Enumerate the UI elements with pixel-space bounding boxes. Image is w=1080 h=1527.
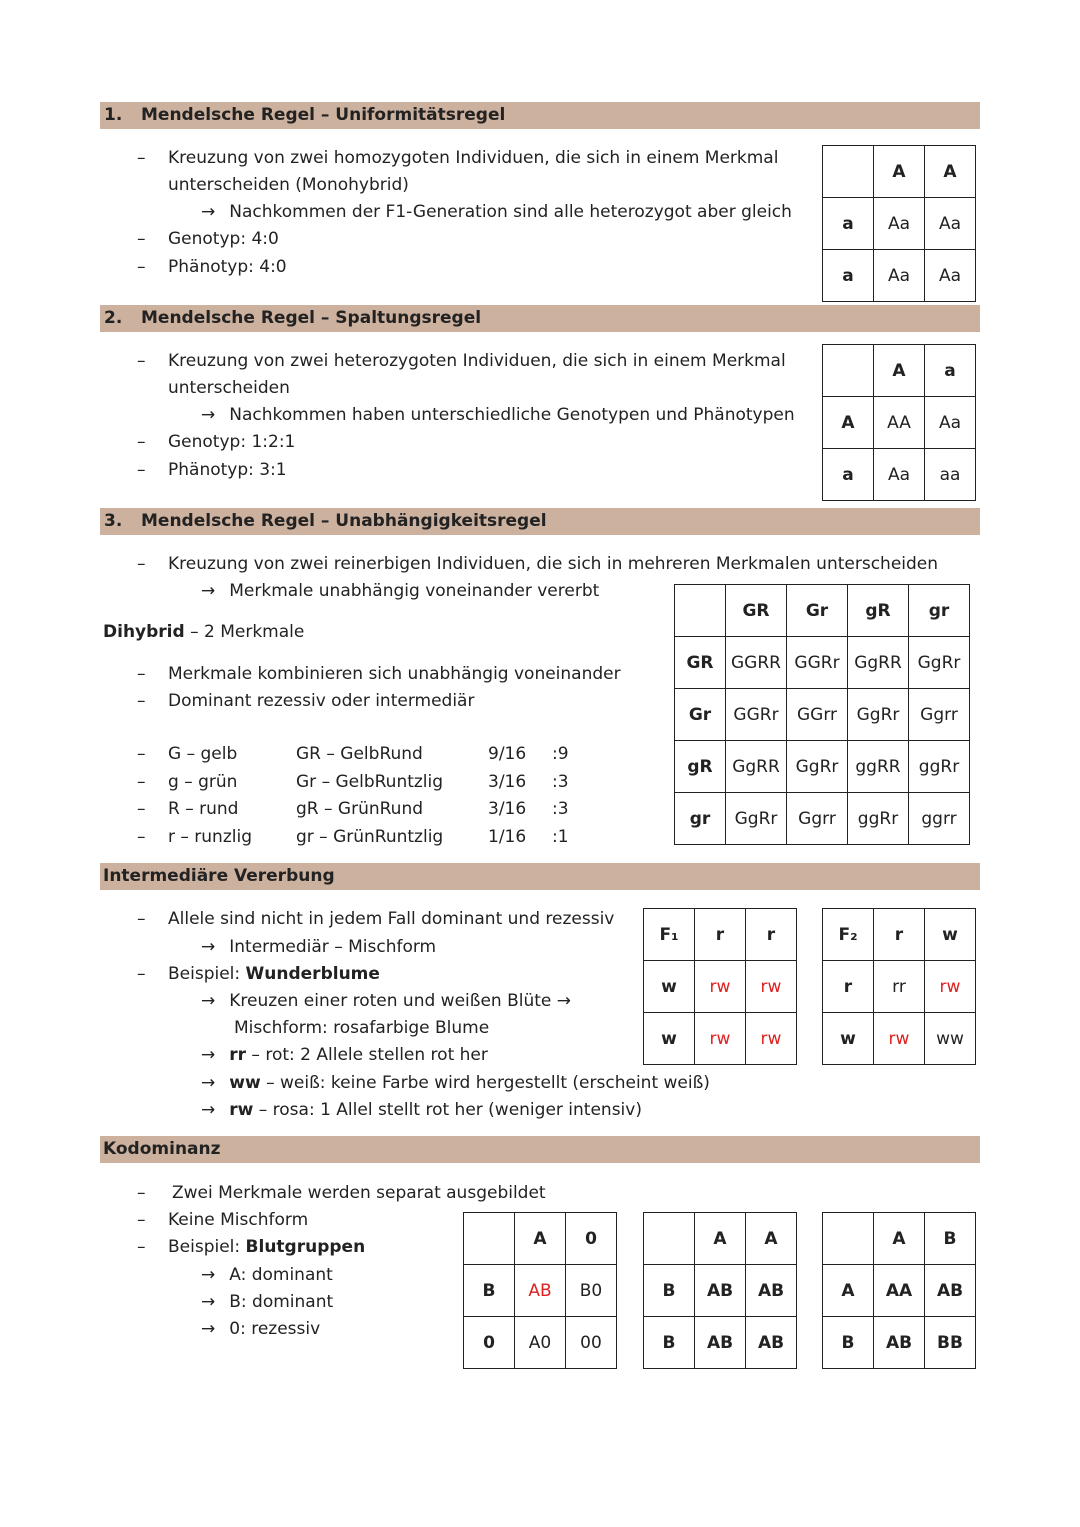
arrow-item [201,404,795,426]
bullet-item: – [137,964,146,984]
arrow-item [201,201,792,223]
table-cell: rw [695,961,746,1013]
bullet-text: unterscheiden [168,378,290,398]
genotyp-text: Genotyp: 1:2:1 [168,432,296,452]
bullet-text: Dominant rezessiv oder intermediär [168,691,475,711]
table-cell: Ggrr [909,689,970,741]
table-cell: gR [848,585,909,637]
table-cell: GGrr [787,689,848,741]
punnett-square-f2 [822,908,976,1065]
arrow-text: 0: rezessiv [229,1319,321,1339]
section-title: Mendelsche Regel – Spaltungsregel [141,308,482,328]
legend-combo: gR – GrünRund [296,799,424,819]
table-cell: A [746,1213,797,1265]
legend-combo: Gr – GelbRuntzlig [296,772,444,792]
punnett-square-blood-2 [643,1212,797,1369]
section-title: Kodominanz [103,1139,221,1159]
table-cell: Ggrr [787,793,848,845]
table-cell: GgRr [848,689,909,741]
table-cell [464,1213,515,1265]
table-cell: r [746,909,797,961]
arrow-bold: ww [229,1073,261,1093]
table-cell: gr [909,585,970,637]
table-cell: A [823,1265,874,1317]
table-cell: a [823,250,874,302]
table-cell: gR [675,741,726,793]
table-cell: GgRr [726,793,787,845]
arrow-icon: → [201,1319,216,1339]
bullet-item: – [137,432,146,452]
table-cell: rw [695,1013,746,1065]
arrow-item [201,1099,642,1121]
bullet-item: – [137,827,146,847]
table-cell: aa [925,449,976,501]
table-cell: B [644,1265,695,1317]
table-cell: GGRR [726,637,787,689]
table-cell: 00 [566,1317,617,1369]
table-cell: GgRR [726,741,787,793]
table-cell: rw [746,1013,797,1065]
table-cell [675,585,726,637]
arrow-bold: rw [229,1100,254,1120]
bullet-text: unterscheiden (Monohybrid) [168,175,409,195]
arrow-item [201,1264,333,1286]
bullet-item: – [137,799,146,819]
bullet-item: – [137,257,146,277]
table-cell: r [695,909,746,961]
arrow-icon: → [201,1073,216,1093]
table-cell: A [874,146,925,198]
bullet-item: – [137,1210,146,1230]
bullet-text: Keine Mischform [168,1210,309,1230]
section-title: Intermediäre Vererbung [103,866,335,886]
bullet-item: – [137,691,146,711]
bullet-text: Kreuzung von zwei reinerbigen Individuen, die sich in mehreren Merkmalen unterscheiden [168,554,939,574]
genotyp-text: Genotyp: 4:0 [168,229,279,249]
arrow-text: B: dominant [229,1292,334,1312]
legend-fraction: 3/16 [488,772,527,792]
table-cell: ggrr [909,793,970,845]
arrow-item [201,936,436,958]
arrow-text: Merkmale unabhängig voneinander vererbt [229,581,600,601]
table-cell: AB [515,1265,566,1317]
arrow-item [201,1044,488,1066]
legend-allele: G – gelb [168,744,238,764]
table-cell [823,345,874,397]
bullet-item: – [137,772,146,792]
table-cell: GgRr [787,741,848,793]
beispiel-label: Beispiel: [168,964,246,984]
table-cell: r [823,961,874,1013]
table-cell: Aa [925,250,976,302]
table-cell: B0 [566,1265,617,1317]
dihybrid-rest: – 2 Merkmale [184,622,305,642]
arrow-bold: rr [229,1045,247,1065]
arrow-text: A: dominant [229,1265,333,1285]
table-cell: AB [874,1317,925,1369]
beispiel-bold: Blutgruppen [245,1237,366,1257]
legend-ratio: :1 [552,827,569,847]
bullet-item: – [137,460,146,480]
table-cell: GR [675,637,726,689]
arrow-item [201,1291,333,1313]
section-number: 3. [104,511,123,531]
table-cell: F₁ [644,909,695,961]
table-cell: r [874,909,925,961]
legend-fraction: 1/16 [488,827,527,847]
bullet-text: Kreuzung von zwei heterozygoten Individuen, die sich in einem Merkmal [168,351,786,371]
section-number: 2. [104,308,123,328]
table-cell: B [644,1317,695,1369]
table-cell: gr [675,793,726,845]
beispiel-label: Beispiel: [168,1237,246,1257]
table-cell: B [925,1213,976,1265]
section-header-1 [100,102,980,129]
table-cell: Aa [874,449,925,501]
arrow-icon: → [201,405,216,425]
table-cell [823,1213,874,1265]
bullet-item: – [137,1237,146,1257]
table-cell: A [874,1213,925,1265]
punnett-square-dihybrid [674,584,970,845]
arrow-text: Intermediär – Mischform [229,937,437,957]
table-cell: A0 [515,1317,566,1369]
arrow-item [201,580,599,602]
legend-combo: gr – GrünRuntzlig [296,827,444,847]
table-cell: AA [874,397,925,449]
section-title: Mendelsche Regel – Unabhängigkeitsregel [141,511,547,531]
table-cell: ww [925,1013,976,1065]
arrow-icon: → [201,1265,216,1285]
table-cell: AB [746,1317,797,1369]
beispiel-bold: Wunderblume [245,964,380,984]
beispiel-text [168,963,380,985]
legend-combo: GR – GelbRund [296,744,423,764]
arrow-item [201,1318,320,1340]
legend-allele: r – runzlig [168,827,252,847]
table-cell: a [823,449,874,501]
arrow-text-cont: Mischform: rosafarbige Blume [234,1018,490,1038]
arrow-icon: → [201,1045,216,1065]
section-header-intermediaer [100,863,980,890]
table-cell: A [823,397,874,449]
bullet-item: – [137,351,146,371]
table-cell: AB [746,1265,797,1317]
legend-allele: g – grün [168,772,238,792]
table-cell: BB [925,1317,976,1369]
table-cell: rr [874,961,925,1013]
table-cell: GGRr [787,637,848,689]
arrow-icon: → [201,991,216,1011]
legend-fraction: 9/16 [488,744,527,764]
punnett-square-segregation [822,344,976,501]
table-cell: A [515,1213,566,1265]
arrow-text: – rosa: 1 Allel stellt rot her (weniger intensiv) [253,1100,642,1120]
arrow-text: Nachkommen der F1-Generation sind alle heterozygot aber gleich [229,202,792,222]
table-cell [644,1213,695,1265]
table-cell: GgRr [909,637,970,689]
section-title: Mendelsche Regel – Uniformitätsregel [141,105,506,125]
arrow-item [201,1072,710,1094]
arrow-icon: → [201,1100,216,1120]
table-cell: rw [874,1013,925,1065]
table-cell: 0 [566,1213,617,1265]
table-cell: A [874,345,925,397]
arrow-icon: → [201,202,216,222]
table-cell: rw [746,961,797,1013]
bullet-text: Merkmale kombinieren sich unabhängig voneinander [168,664,621,684]
table-cell: Gr [675,689,726,741]
dihybrid-label [103,621,304,643]
table-cell: A [925,146,976,198]
table-cell: a [925,345,976,397]
punnett-square-f1 [643,908,797,1065]
phaenotyp-text: Phänotyp: 4:0 [168,257,287,277]
arrow-icon: → [201,937,216,957]
bullet-text: Allele sind nicht in jedem Fall dominant und rezessiv [168,909,615,929]
table-cell: AA [874,1265,925,1317]
punnett-square-uniformity [822,145,976,302]
beispiel-text [168,1236,365,1258]
bullet-item: – [137,744,146,764]
table-cell: w [925,909,976,961]
phaenotyp-text: Phänotyp: 3:1 [168,460,287,480]
table-cell: GR [726,585,787,637]
section-header-2 [100,305,980,332]
table-cell: GgRR [848,637,909,689]
table-cell: 0 [464,1317,515,1369]
table-cell: Aa [874,198,925,250]
table-cell: A [695,1213,746,1265]
arrow-item [201,990,571,1012]
table-cell [823,146,874,198]
legend-allele: R – rund [168,799,239,819]
table-cell: B [823,1317,874,1369]
punnett-square-blood-3 [822,1212,976,1369]
table-cell: B [464,1265,515,1317]
arrow-text: – weiß: keine Farbe wird hergestellt (erscheint weiß) [260,1073,710,1093]
table-cell: Aa [874,250,925,302]
bullet-text: Kreuzung von zwei homozygoten Individuen, die sich in einem Merkmal [168,148,779,168]
table-cell: w [644,961,695,1013]
table-cell: ggRr [848,793,909,845]
section-number: 1. [104,105,123,125]
table-cell: ggRr [909,741,970,793]
dihybrid-bold: Dihybrid [103,622,185,642]
table-cell: a [823,198,874,250]
section-header-kodominanz [100,1136,980,1163]
table-cell: ggRR [848,741,909,793]
table-cell: rw [925,961,976,1013]
arrow-icon: → [201,1292,216,1312]
bullet-item: – [137,664,146,684]
legend-fraction: 3/16 [488,799,527,819]
arrow-icon: → [201,581,216,601]
arrow-text: – rot: 2 Allele stellen rot her [246,1045,488,1065]
table-cell: AB [695,1265,746,1317]
bullet-item: – [137,229,146,249]
legend-ratio: :3 [552,772,569,792]
arrow-text: Nachkommen haben unterschiedliche Genotypen und Phänotypen [229,405,795,425]
table-cell: w [644,1013,695,1065]
punnett-square-blood-1 [463,1212,617,1369]
arrow-text: Kreuzen einer roten und weißen Blüte → [229,991,572,1011]
table-cell: GGRr [726,689,787,741]
table-cell: w [823,1013,874,1065]
legend-ratio: :9 [552,744,569,764]
table-cell: AB [925,1265,976,1317]
section-header-3 [100,508,980,535]
table-cell: F₂ [823,909,874,961]
bullet-item: – [137,148,146,168]
bullet-text: Zwei Merkmale werden separat ausgebildet [172,1183,546,1203]
bullet-item: – [137,909,146,929]
bullet-item: – [137,554,146,574]
table-cell: Gr [787,585,848,637]
table-cell: AB [695,1317,746,1369]
legend-ratio: :3 [552,799,569,819]
table-cell: Aa [925,397,976,449]
bullet-item: – [137,1183,146,1203]
table-cell: Aa [925,198,976,250]
